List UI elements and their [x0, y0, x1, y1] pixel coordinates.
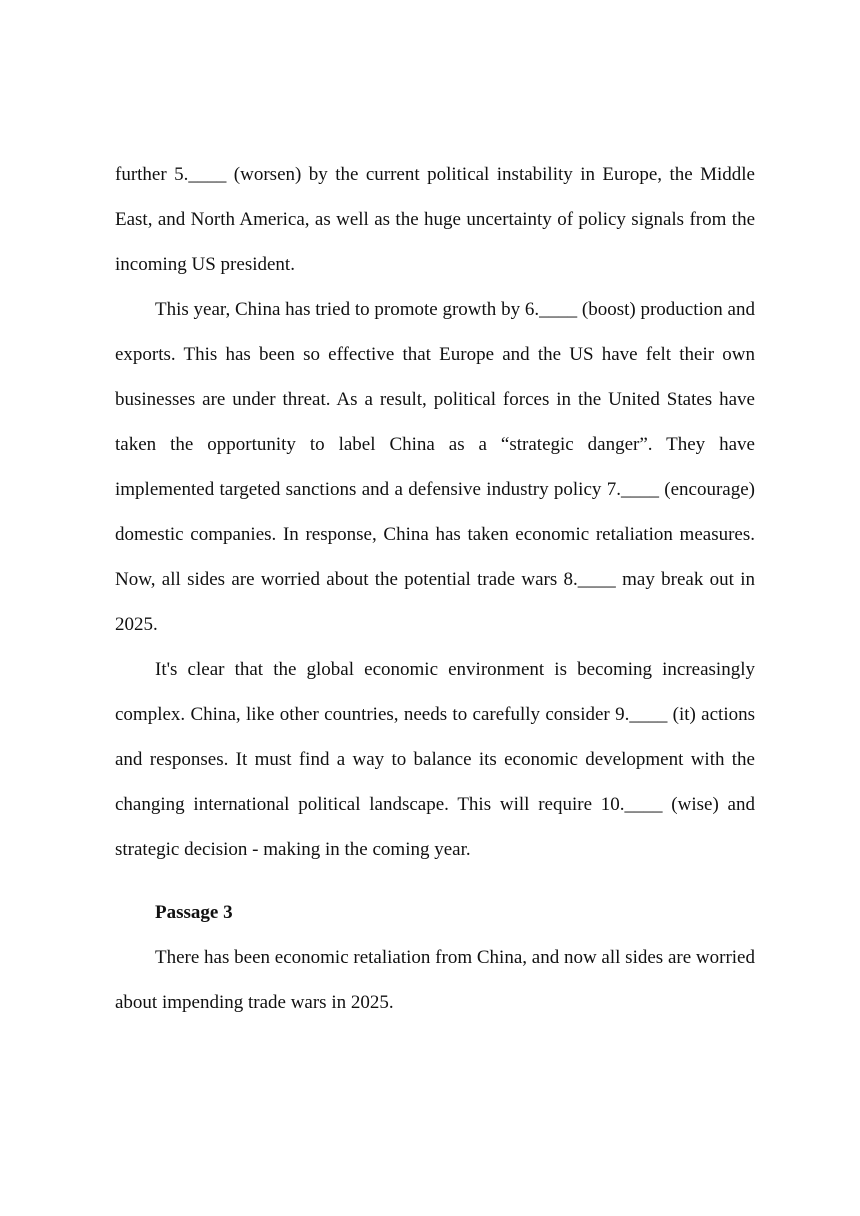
passage-3-text: There has been economic retaliation from China, and now all sides are worried about impending trade wars in 2025. [115, 947, 755, 1013]
document-page [115, 152, 755, 1025]
paragraph-global-environment: It's clear that the global economic environment is becoming increasingly complex. China, like other countries, needs to carefully consider 9.____ (it) actions and responses. It must find a way to balance its economic development with the changing international political landscape. This will require 10.____ (wise) and strategic decision - making in the coming year. [115, 659, 755, 860]
passage-3-heading: Passage 3 [155, 902, 233, 923]
paragraph-china-growth: This year, China has tried to promote growth by 6.____ (boost) production and exports. This has been so effective that Europe and the US have felt their own businesses are under threat. As a result, political forces in the United States have taken the opportunity to label China as a “strategic danger”. They have implemented targeted sanctions and a defensive industry policy 7.____ (encourage) domestic companies. In response, China has taken economic retaliation measures. Now, all sides are worried about the potential trade wars 8.____ may break out in 2025. [115, 299, 755, 635]
paragraph-continuation: further 5.____ (worsen) by the current political instability in Europe, the Middle East, and North America, as well as the huge uncertainty of policy signals from the incoming US president. [115, 164, 755, 275]
